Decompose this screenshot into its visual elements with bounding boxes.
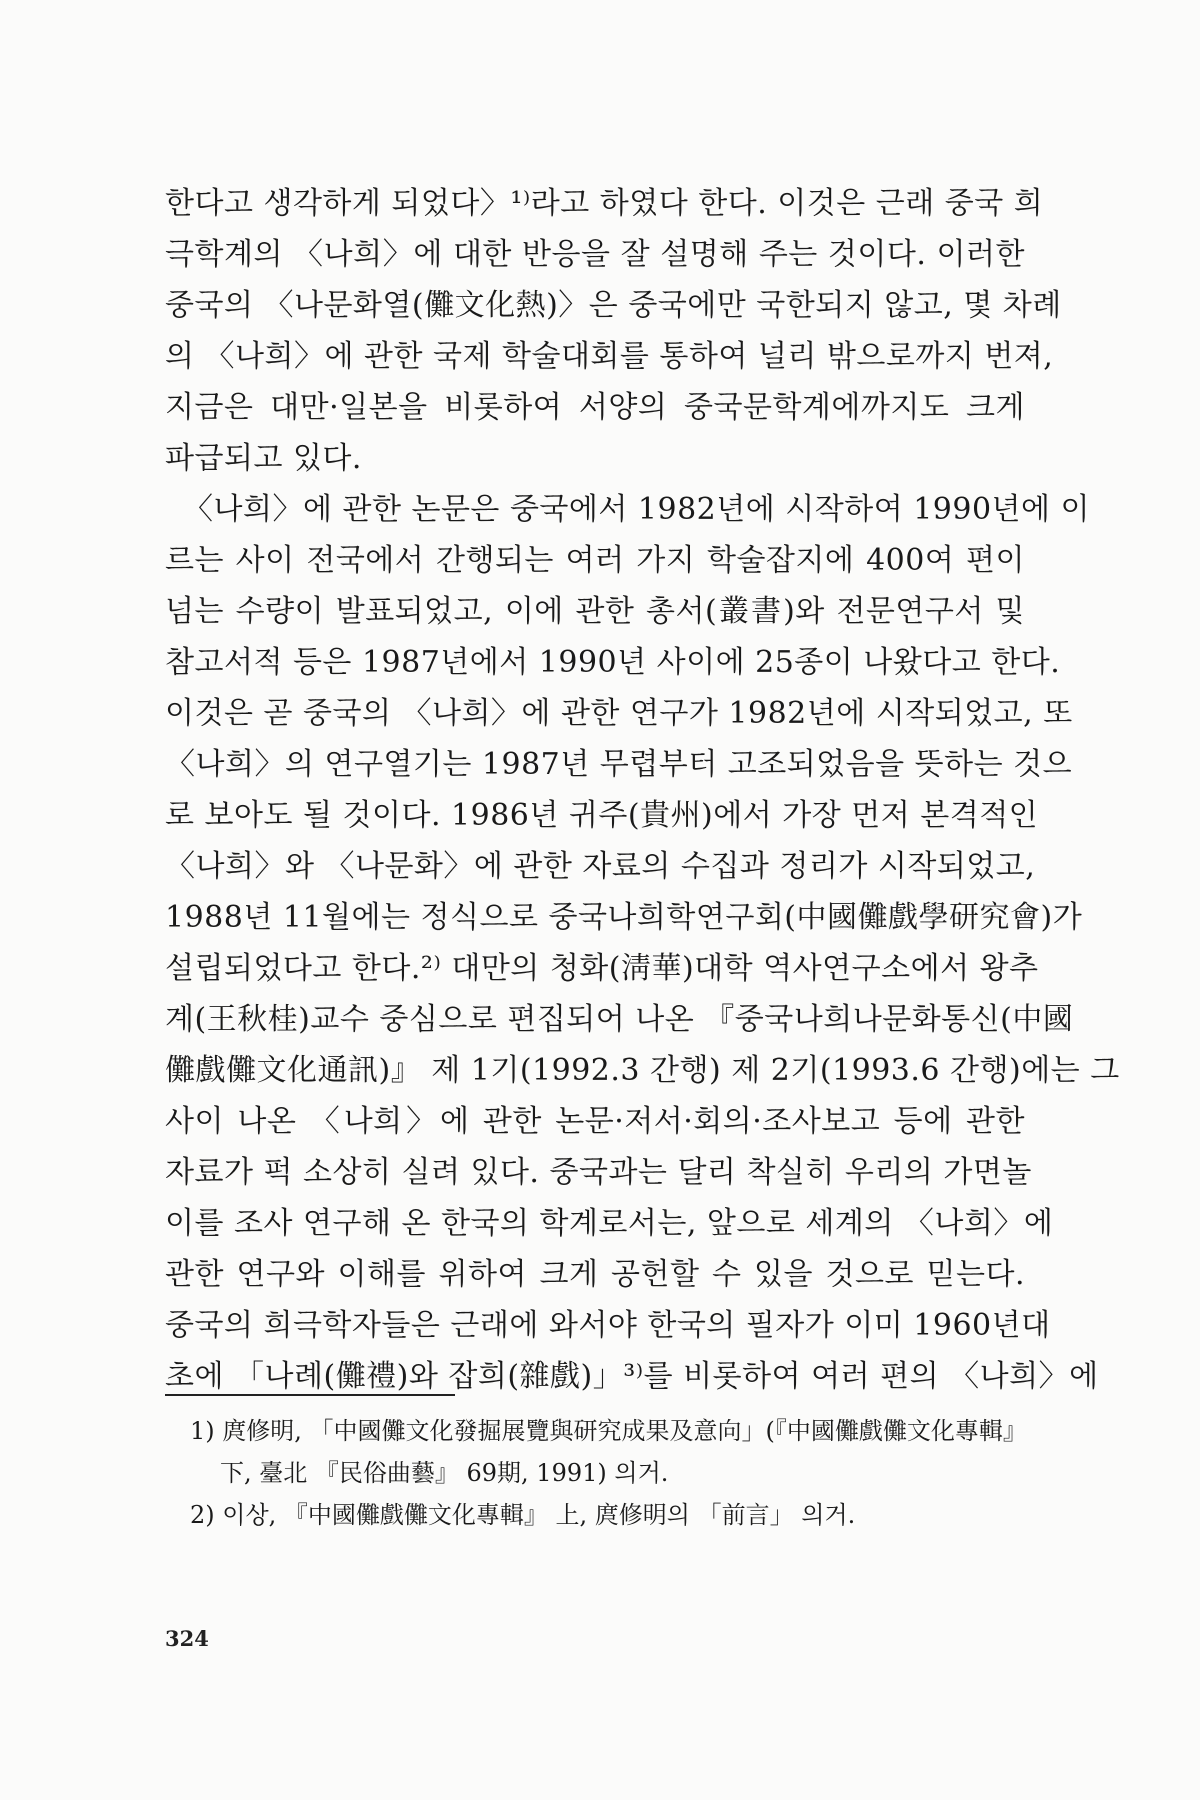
body-text [165,178,1120,1402]
text-line: 이를 조사 연구해 온 한국의 학계로서는, 앞으로 세계의 〈나희〉에 [165,1206,1054,1241]
text-line: 1988년 11월에는 정식으로 중국나희학연구회(中國儺戲學研究會)가 [165,900,1083,935]
text-line: 지금은 대만·일본을 비롯하여 서양의 중국문학계에까지도 크게 [165,390,1025,425]
text-line: 이것은 곧 중국의 〈나희〉에 관한 연구가 1982년에 시작되었고, 또 [165,696,1073,731]
text-line: 한다고 생각하게 되었다〉¹⁾라고 하였다 한다. 이것은 근래 중국 희 [165,186,1044,221]
footnote-divider [165,1394,455,1396]
footnotes [190,1410,1025,1536]
footnote-line: 下, 臺北 『民俗曲藝』 69期, 1991) 의거. [220,1459,669,1487]
text-line: 중국의 희극학자들은 근래에 와서야 한국의 필자가 이미 1960년대 [165,1308,1051,1343]
text-line: 초에 「나례(儺禮)와 잡희(雜戲)」³⁾를 비롯하여 여러 편의 〈나희〉에 [165,1359,1099,1394]
text-line: 관한 연구와 이해를 위하여 크게 공헌할 수 있을 것으로 믿는다. [165,1257,1025,1292]
text-line: 자료가 퍽 소상히 실려 있다. 중국과는 달리 착실히 우리의 가면놀 [165,1155,1032,1190]
text-line: 〈나희〉에 관한 논문은 중국에서 1982년에 시작하여 1990년에 이 [183,492,1091,527]
text-line: 르는 사이 전국에서 간행되는 여러 가지 학술잡지에 400여 편이 [165,543,1025,578]
text-line: 〈나희〉와 〈나문화〉에 관한 자료의 수집과 정리가 시작되었고, [165,849,1036,884]
text-line: 로 보아도 될 것이다. 1986년 귀주(貴州)에서 가장 먼저 본격적인 [165,798,1039,833]
footnote-line: 2) 이상, 『中國儺戲儺文化專輯』 上, 庹修明의 「前言」 의거. [190,1501,856,1529]
text-line: 儺戲儺文化通訊)』 제 1기(1992.3 간행) 제 2기(1993.6 간행)에는 그 [165,1053,1120,1088]
footnote-line: 1) 庹修明, 「中國儺文化發掘展覽與研究成果及意向」(『中國儺戲儺文化專輯』 [190,1417,1027,1445]
text-line: 설립되었다고 한다.²⁾ 대만의 청화(淸華)대학 역사연구소에서 왕추 [165,951,1039,986]
text-line: 파급되고 있다. [165,441,362,476]
text-line: 사이 나온 〈나희〉에 관한 논문·저서·회의·조사보고 등에 관한 [165,1104,1025,1139]
text-line: 〈나희〉의 연구열기는 1987년 무렵부터 고조되었음을 뜻하는 것으 [165,747,1073,782]
text-line: 중국의 〈나문화열(儺文化熱)〉은 중국에만 국한되지 않고, 몇 차례 [165,288,1062,323]
text-line: 넘는 수량이 발표되었고, 이에 관한 총서(叢書)와 전문연구서 및 [165,594,1025,629]
page-number: 324 [165,1626,209,1651]
text-line: 참고서적 등은 1987년에서 1990년 사이에 25종이 나왔다고 한다. [165,645,1061,680]
text-line: 의 〈나희〉에 관한 국제 학술대회를 통하여 널리 밖으로까지 번져, [165,339,1054,374]
text-line: 계(王秋桂)교수 중심으로 편집되어 나온 『중국나희나문화통신(中國 [165,1002,1074,1037]
text-line: 극학계의 〈나희〉에 대한 반응을 잘 설명해 주는 것이다. 이러한 [165,237,1025,272]
